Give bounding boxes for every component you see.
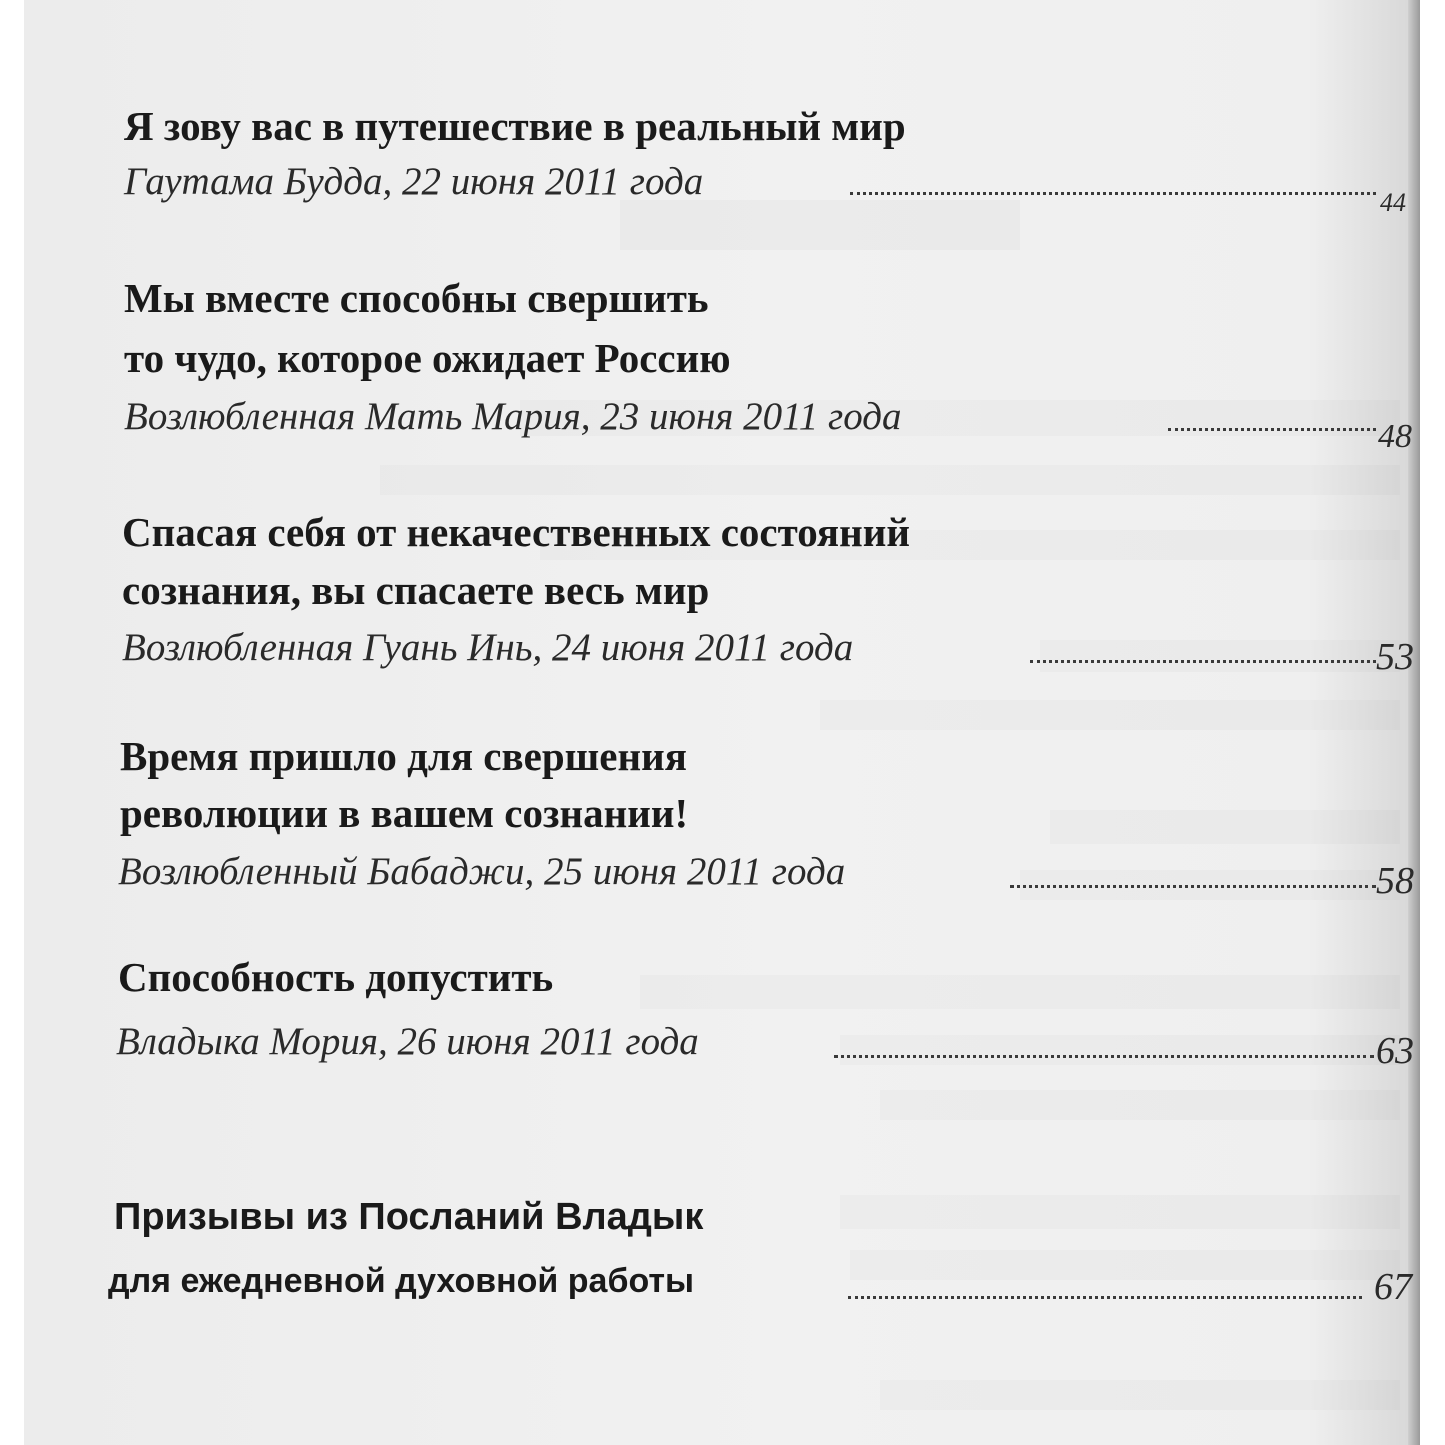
- entry-title: сознания, вы спасаете весь мир: [122, 567, 710, 613]
- entry-title: Способность допустить: [118, 954, 554, 1000]
- show-through-line: [840, 1195, 1400, 1229]
- entry-author: Гаутама Будда, 22 июня 2011 года: [124, 160, 704, 203]
- show-through-line: [850, 1250, 1400, 1280]
- dot-leader: [1010, 885, 1376, 888]
- appendix-title: Призывы из Посланий Владык: [114, 1196, 704, 1238]
- show-through-line: [640, 975, 1400, 1009]
- entry-title: то чудо, которое ожидает Россию: [124, 335, 731, 381]
- show-through-heading: [620, 200, 1020, 250]
- show-through-line: [380, 465, 1400, 495]
- page-number: 48: [1378, 418, 1412, 455]
- entry-author: Возлюбленная Мать Мария, 23 июня 2011 года: [124, 395, 902, 438]
- dot-leader: [1030, 660, 1376, 663]
- entry-title: Спасая себя от некачественных состояний: [122, 509, 910, 555]
- show-through-line: [840, 1035, 1400, 1065]
- dot-leader: [850, 192, 1376, 195]
- page-number: 44: [1380, 188, 1406, 217]
- show-through-line: [1040, 640, 1400, 672]
- entry-author: Возлюбленная Гуань Инь, 24 июня 2011 года: [122, 626, 854, 669]
- show-through-line: [820, 700, 1400, 730]
- page-number: 67: [1374, 1266, 1412, 1308]
- page-edge: [1408, 0, 1420, 1445]
- dot-leader: [834, 1055, 1374, 1058]
- appendix-subtitle: для ежедневной духовной работы: [108, 1262, 695, 1300]
- entry-author: Владыка Мория, 26 июня 2011 года: [116, 1020, 699, 1063]
- entry-title: Время пришло для свершения: [120, 733, 687, 779]
- entry-author: Возлюбленный Бабаджи, 25 июня 2011 года: [118, 850, 846, 893]
- show-through-line: [880, 1090, 1400, 1120]
- entry-title: Я зову вас в путешествие в реальный мир: [124, 103, 906, 149]
- show-through-line: [1050, 810, 1400, 844]
- dot-leader: [848, 1296, 1362, 1299]
- page-number: 58: [1376, 860, 1414, 902]
- show-through-line: [880, 1380, 1400, 1410]
- page-number: 53: [1376, 636, 1414, 678]
- entry-title: Мы вместе способны свершить: [124, 275, 709, 321]
- dot-leader: [1168, 428, 1376, 431]
- entry-title: революции в вашем сознании!: [120, 790, 689, 836]
- page-number: 63: [1376, 1030, 1414, 1072]
